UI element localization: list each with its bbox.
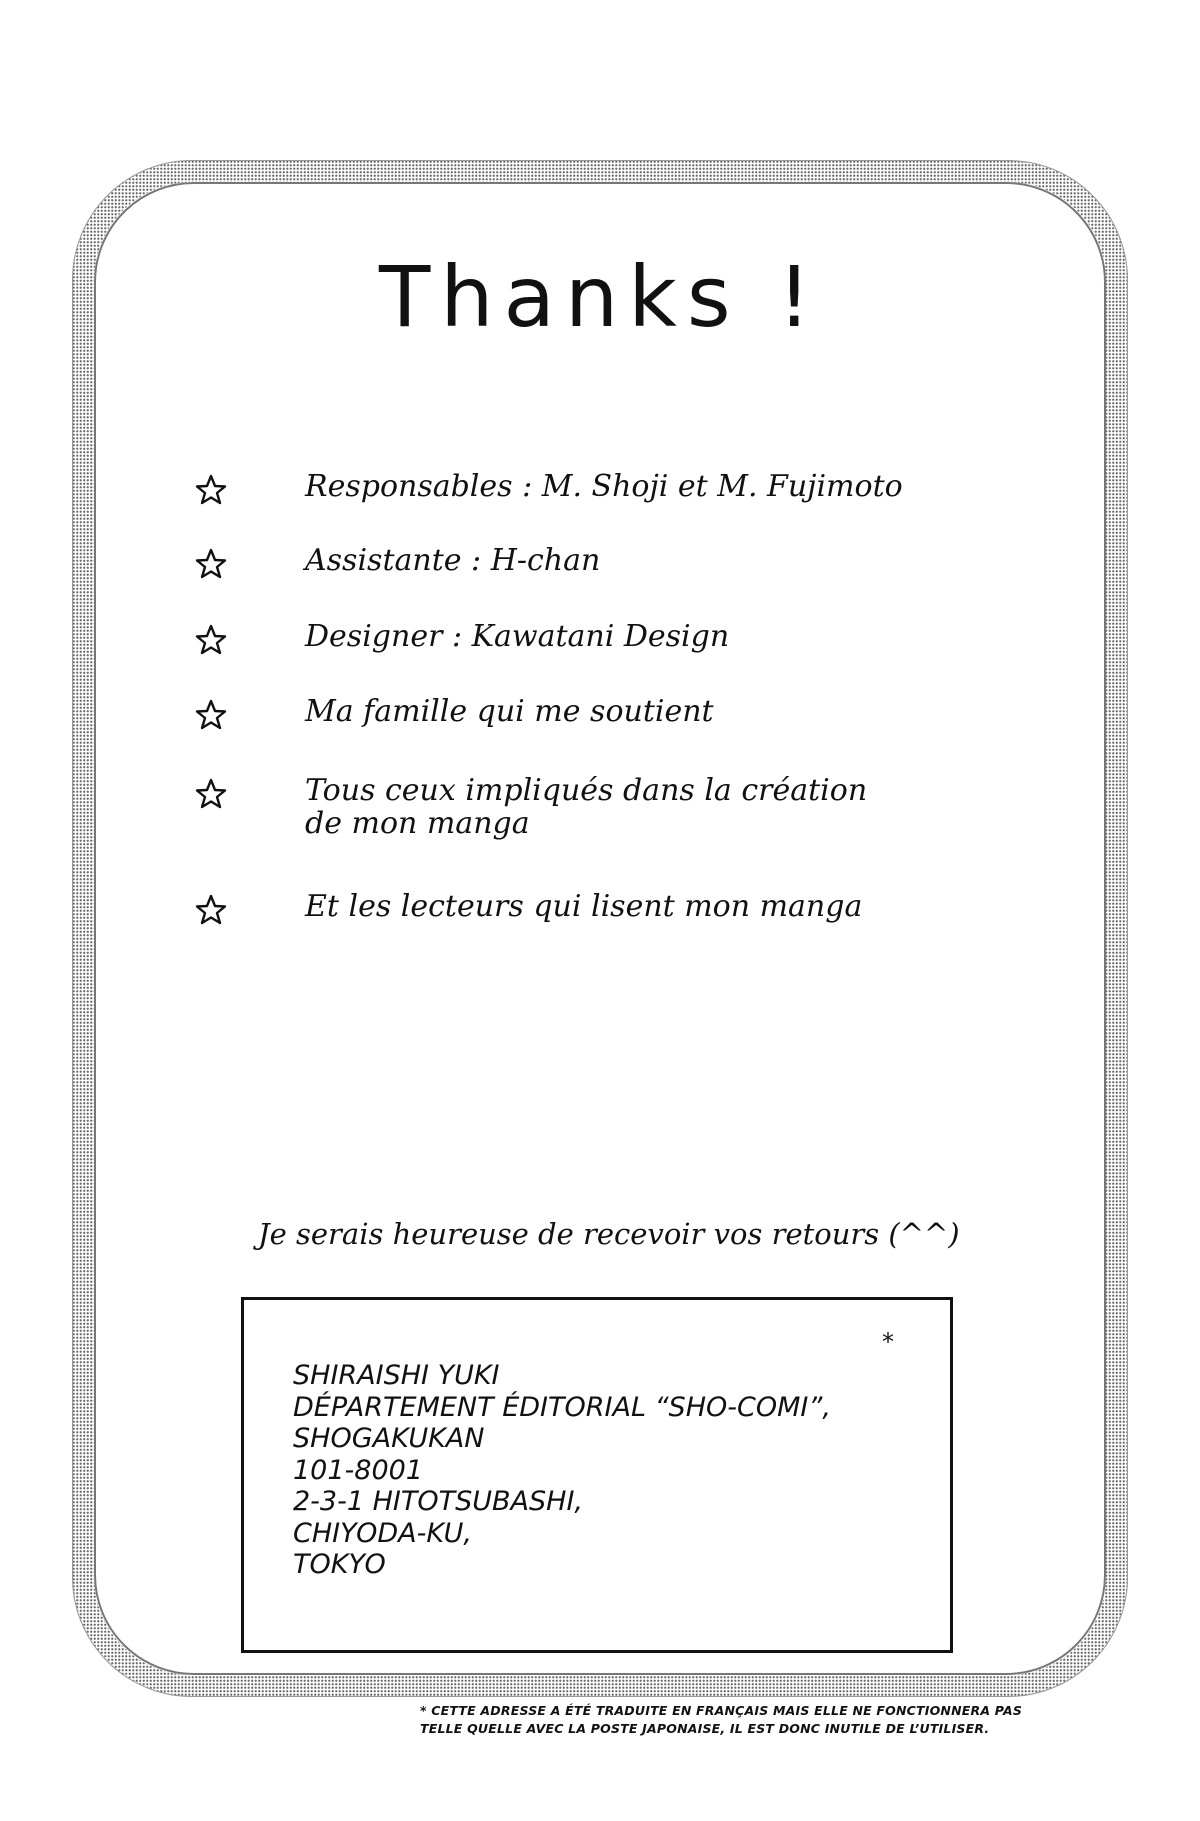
address-line: 101-8001 bbox=[293, 1454, 423, 1486]
thanks-item-label: Ma famille qui me soutient bbox=[305, 694, 714, 729]
thanks-item-label: Assistante : H-chan bbox=[305, 543, 601, 578]
address-lines bbox=[293, 1360, 831, 1581]
thanks-item bbox=[195, 695, 975, 731]
address-line: CHIYODA-KU, bbox=[293, 1517, 472, 1549]
thanks-item bbox=[195, 890, 975, 926]
address-line: TOKYO bbox=[293, 1549, 386, 1580]
star-outline-icon bbox=[195, 699, 227, 731]
page-title: Thanks ! bbox=[378, 248, 822, 346]
star-outline-icon bbox=[195, 548, 227, 580]
star-outline-icon bbox=[195, 474, 227, 506]
thanks-item-label: Tous ceux impliqués dans la création de mon manga bbox=[305, 773, 868, 841]
thanks-item bbox=[195, 774, 975, 840]
address-footnote bbox=[420, 1702, 1022, 1738]
address-line: DÉPARTEMENT ÉDITORIAL “SHO-COMI”, bbox=[293, 1391, 831, 1423]
thanks-item-label: Designer : Kawatani Design bbox=[305, 619, 730, 654]
star-outline-icon bbox=[195, 624, 227, 656]
thanks-item bbox=[195, 544, 975, 580]
thanks-item bbox=[195, 620, 975, 656]
thanks-item-label: Responsables : M. Shoji et M. Fujimoto bbox=[305, 469, 903, 504]
feedback-message: Je serais heureuse de recevoir vos retours (^^) bbox=[258, 1217, 960, 1251]
thanks-item-label: Et les lecteurs qui lisent mon manga bbox=[305, 889, 863, 924]
address-line: SHOGAKUKAN bbox=[293, 1423, 485, 1454]
star-outline-icon bbox=[195, 778, 227, 810]
address-asterisk: * bbox=[882, 1328, 894, 1356]
star-outline-icon bbox=[195, 894, 227, 926]
footnote-line: * CETTE ADRESSE A ÉTÉ TRADUITE EN FRANÇAIS MAIS ELLE NE FONCTIONNERA PAS bbox=[420, 1703, 1023, 1718]
footnote-line: TELLE QUELLE AVEC LA POSTE JAPONAISE, IL EST DONC INUTILE DE L’UTILISER. bbox=[420, 1721, 990, 1736]
thanks-item bbox=[195, 470, 975, 506]
address-line: SHIRAISHI YUKI bbox=[293, 1360, 500, 1391]
address-line: 2-3-1 HITOTSUBASHI, bbox=[293, 1486, 583, 1517]
